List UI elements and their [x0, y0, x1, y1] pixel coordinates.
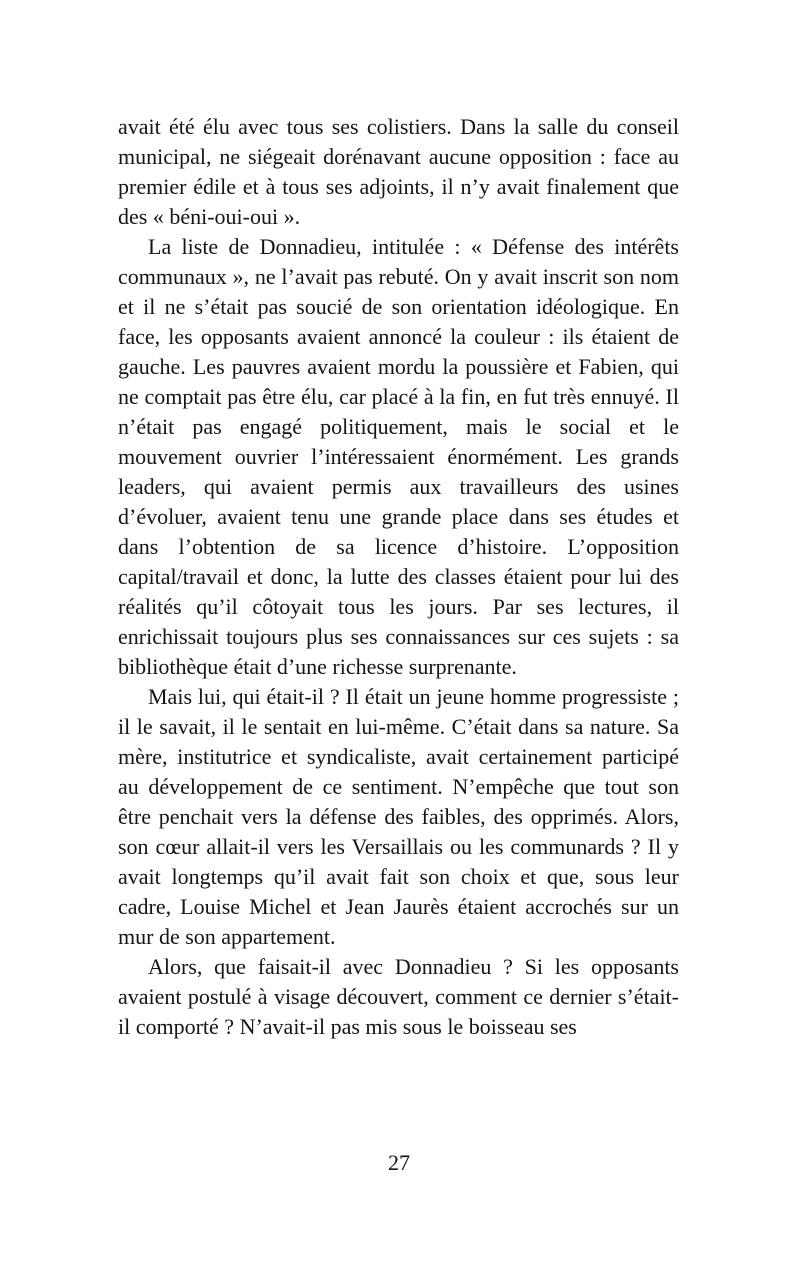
page-number: 27 — [388, 1150, 410, 1175]
paragraph-1: avait été élu avec tous ses colistiers. Dans la salle du conseil municipal, ne siégeait dorénavant aucune opposition : face au premier édile et à tous ses adjoints, il n’y avait finalement que des « béni-oui-oui ». — [118, 114, 679, 229]
body-text — [118, 112, 679, 1042]
paragraph-3: Mais lui, qui était-il ? Il était un jeune homme progressiste ; il le savait, il le sentait en lui-même. C’était dans sa nature. Sa mère, institutrice et syndicaliste, avait certainement participé au développement de ce sentiment. N’empêche que tout son être penchait vers la défense des faibles, des opprimés. Alors, son cœur allait-il vers les Versaillais ou les communards ? Il y avait longtemps qu’il avait fait son choix et que, sous leur cadre, Louise Michel et Jean Jaurès étaient accrochés sur un mur de son appartement. — [118, 684, 679, 949]
paragraph-2: La liste de Donnadieu, intitulée : « Défense des intérêts communaux », ne l’avait pas rebuté. On y avait inscrit son nom et il ne s’était pas soucié de son orientation idéologique. En face, les opposants avaient annoncé la couleur : ils étaient de gauche. Les pauvres avaient mordu la poussière et Fabien, qui ne comptait pas être élu, car placé à la fin, en fut très ennuyé. Il n’était pas engagé politiquement, mais le social et le mouvement ouvrier l’intéressaient énormément. Les grands leaders, qui avaient permis aux travailleurs des usines d’évoluer, avaient tenu une grande place dans ses études et dans l’obtention de sa licence d’histoire. L’opposition capital/travail et donc, la lutte des classes étaient pour lui des réalités qu’il côtoyait tous les jours. Par ses lectures, il enrichissait toujours plus ses connaissances sur ces sujets : sa bibliothèque était d’une richesse surprenante. — [118, 234, 679, 679]
paragraph-4: Alors, que faisait-il avec Donnadieu ? Si les opposants avaient postulé à visage découvert, comment ce dernier s’était-il comporté ? N’avait-il pas mis sous le boisseau ses — [118, 954, 679, 1039]
